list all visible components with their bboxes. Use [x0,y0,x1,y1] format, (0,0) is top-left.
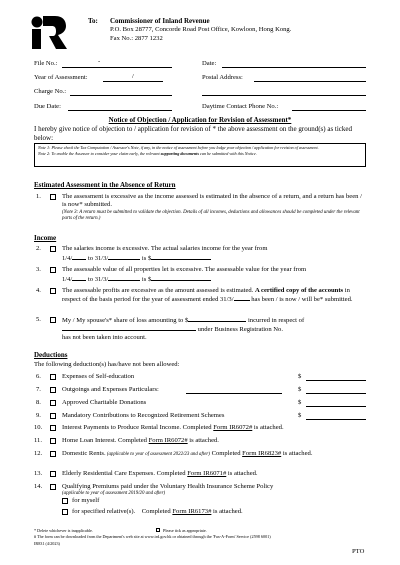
item-7-text: Outgoings and Expenses Particulars: [62,386,159,393]
file-no-field[interactable] [62,67,172,68]
item-7-particulars-field[interactable] [186,393,282,394]
postal-address-label: Postal Address: [202,74,243,81]
note-1: Note 1: Please check the Tax Computation / Assessor's Note, if any, in the notice of assessment before you lodge your objection / application for revision of assessment. [38,145,319,150]
pto-label: PTO [352,548,365,555]
item-2-number: 2. [36,245,41,252]
item-11-text: Home Loan Interest. Completed Form IR6072# is attached. [62,437,219,444]
page-title: Notice of Objection / Application for Revision of Assessment* [108,116,292,124]
item-13-checkbox[interactable] [50,471,56,477]
income-heading: Income [34,234,57,242]
ird-logo [30,14,68,50]
daytime-phone-field[interactable] [292,110,366,111]
item-4-text: The assessable profits are excessive as the amount assessed is estimated. A certified copy of the accounts in respect of the basis period for the year of assessment ended 31/3/ has been / is now / will be* submitted. [62,287,353,303]
item-12-text: Domestic Rents. (applicable to year of assessment 2022/23 and after) Completed Form IR6823# is attached. [62,450,313,457]
file-no-label: File No.: [34,60,58,67]
year-of-assessment-field[interactable] [103,81,163,82]
item-5-text-3: has not been taken into account. [62,334,147,341]
due-date-label: Due Date: [34,103,61,110]
item-8-text: Approved Charitable Donations [62,399,147,406]
item-5-number: 5. [36,316,41,323]
recipient-address: P.O. Box 28777, Concorde Road Post Office, Kowloon, Hong Kong. [110,26,292,33]
postal-address-field-2[interactable] [202,95,366,96]
item-5-checkbox[interactable] [50,317,56,323]
date-field[interactable] [222,67,366,68]
tick-note: Please tick as appropriate. [163,528,207,533]
item-14-note: (applicable to year of assessment 2019/20 and after) [62,491,166,496]
item-10-text: Interest Payments to Produce Rental Income. Completed Form IR6072# is attached. [62,424,284,431]
delete-note: * Delete whichever is inapplicable. [34,528,93,533]
item-9-number: 9. [36,412,41,419]
item-14-myself-label: for myself [72,497,100,504]
item-9-text: Mandatory Contributions to Recognized Retirement Schemes [62,412,225,419]
item-2-checkbox[interactable] [50,246,56,252]
item-9-dollar: $ [298,412,302,419]
year-separator: / [132,73,134,80]
item-6-checkbox[interactable] [50,374,56,380]
item-7-amount-field[interactable] [306,393,366,394]
item-13-text: Elderly Residential Care Expenses. Completed Form IR6071# is attached. [62,470,258,477]
date-label: Date: [202,60,217,67]
item-6-text: Expenses of Self-education [62,373,135,380]
hash-note: # The form can be downloaded from the Department's web site at www.ird.gov.hk or obtained through the 'Fax-A-Form' Service (2598 6001) [34,534,271,539]
item-14-relative-checkbox[interactable] [62,509,68,515]
item-1-note: (Note 3: A return must be submitted to validate the objection. Details of all incomes, deductions and allowances should be completed under the relevant parts of the return.) [62,210,360,221]
fax-number: Fax No.: 2877 1232 [110,35,163,42]
item-12-checkbox[interactable] [50,451,56,457]
estimated-assessment-heading: Estimated Assessment in the Absence of Return [34,181,176,189]
item-11-number: 11. [34,437,42,444]
item-10-number: 10. [34,424,43,431]
item-5-text: My / My spouse's* share of loss amounting to $ incurred in respect of [62,317,305,324]
deductions-heading: Deductions [34,351,68,359]
item-8-number: 8. [36,399,41,406]
item-9-amount-field[interactable] [306,419,366,420]
charge-no-label: Charge No.: [34,88,67,95]
file-no-separator: - [98,58,101,65]
daytime-phone-label: Daytime Contact Phone No.: [202,103,279,110]
item-7-checkbox[interactable] [50,387,56,393]
item-2-text: The salaries income is excessive. The actual salaries income for the year from [62,245,268,252]
item-6-amount-field[interactable] [306,380,366,381]
due-date-field[interactable] [68,110,172,111]
item-7-dollar: $ [298,386,302,393]
item-4-number: 4. [36,287,41,294]
item-1-text: The assessment is excessive as the income assessed is estimated in the absence of a return, and a return has been / is now* submitted. [62,193,362,208]
to-label: To: [88,17,98,25]
intro-text: I hereby give notice of objection to / application for revision of * the above assessment on the ground(s) as ticked below: [34,125,353,142]
postal-address-field-1[interactable] [254,81,366,82]
item-14-number: 14. [34,483,43,490]
item-14-relative-label: for specified relative(s). Completed Form IR6173# is attached. [72,508,243,515]
note-2: Note 2: To enable the Assessor to consider your claim early, the relevant supporting documents can be submitted with this Notice. [38,151,257,156]
item-13-number: 13. [34,470,43,477]
item-1-checkbox[interactable] [50,194,56,200]
item-3-number: 3. [36,266,41,273]
item-2-period: 1/4/ to 31/3/ is $ [62,254,211,263]
item-11-checkbox[interactable] [50,438,56,444]
item-9-checkbox[interactable] [50,413,56,419]
item-14-text: Qualifying Premiums paid under the Voluntary Health Insurance Scheme Policy [62,483,274,490]
item-1-number: 1. [36,193,41,200]
tick-legend-checkbox [156,528,160,532]
item-14-checkbox[interactable] [50,484,56,490]
item-10-checkbox[interactable] [50,425,56,431]
item-12-number: 12. [34,450,43,457]
item-3-period: 1/4/ to 31/3/ is $ [62,275,211,284]
item-6-number: 6. [36,373,41,380]
year-of-assessment-label: Year of Assessment: [34,74,88,81]
item-3-text: The assessable value of all properties let is excessive. The assessable value for the year from [62,266,307,273]
item-14-myself-checkbox[interactable] [62,498,68,504]
form-code: IR831 (4/2023) [34,541,60,546]
item-5-text-2: under Business Registration No. [62,325,366,334]
item-8-checkbox[interactable] [50,400,56,406]
charge-no-field[interactable] [70,95,172,96]
notes-box [34,143,366,167]
item-8-dollar: $ [298,399,302,406]
recipient-name: Commissioner of Inland Revenue [110,17,210,25]
item-3-checkbox[interactable] [50,267,56,273]
item-6-dollar: $ [298,373,302,380]
item-8-amount-field[interactable] [306,406,366,407]
item-7-number: 7. [36,386,41,393]
deductions-intro: The following deduction(s) has/have not been allowed: [34,361,180,368]
item-4-checkbox[interactable] [50,288,56,294]
